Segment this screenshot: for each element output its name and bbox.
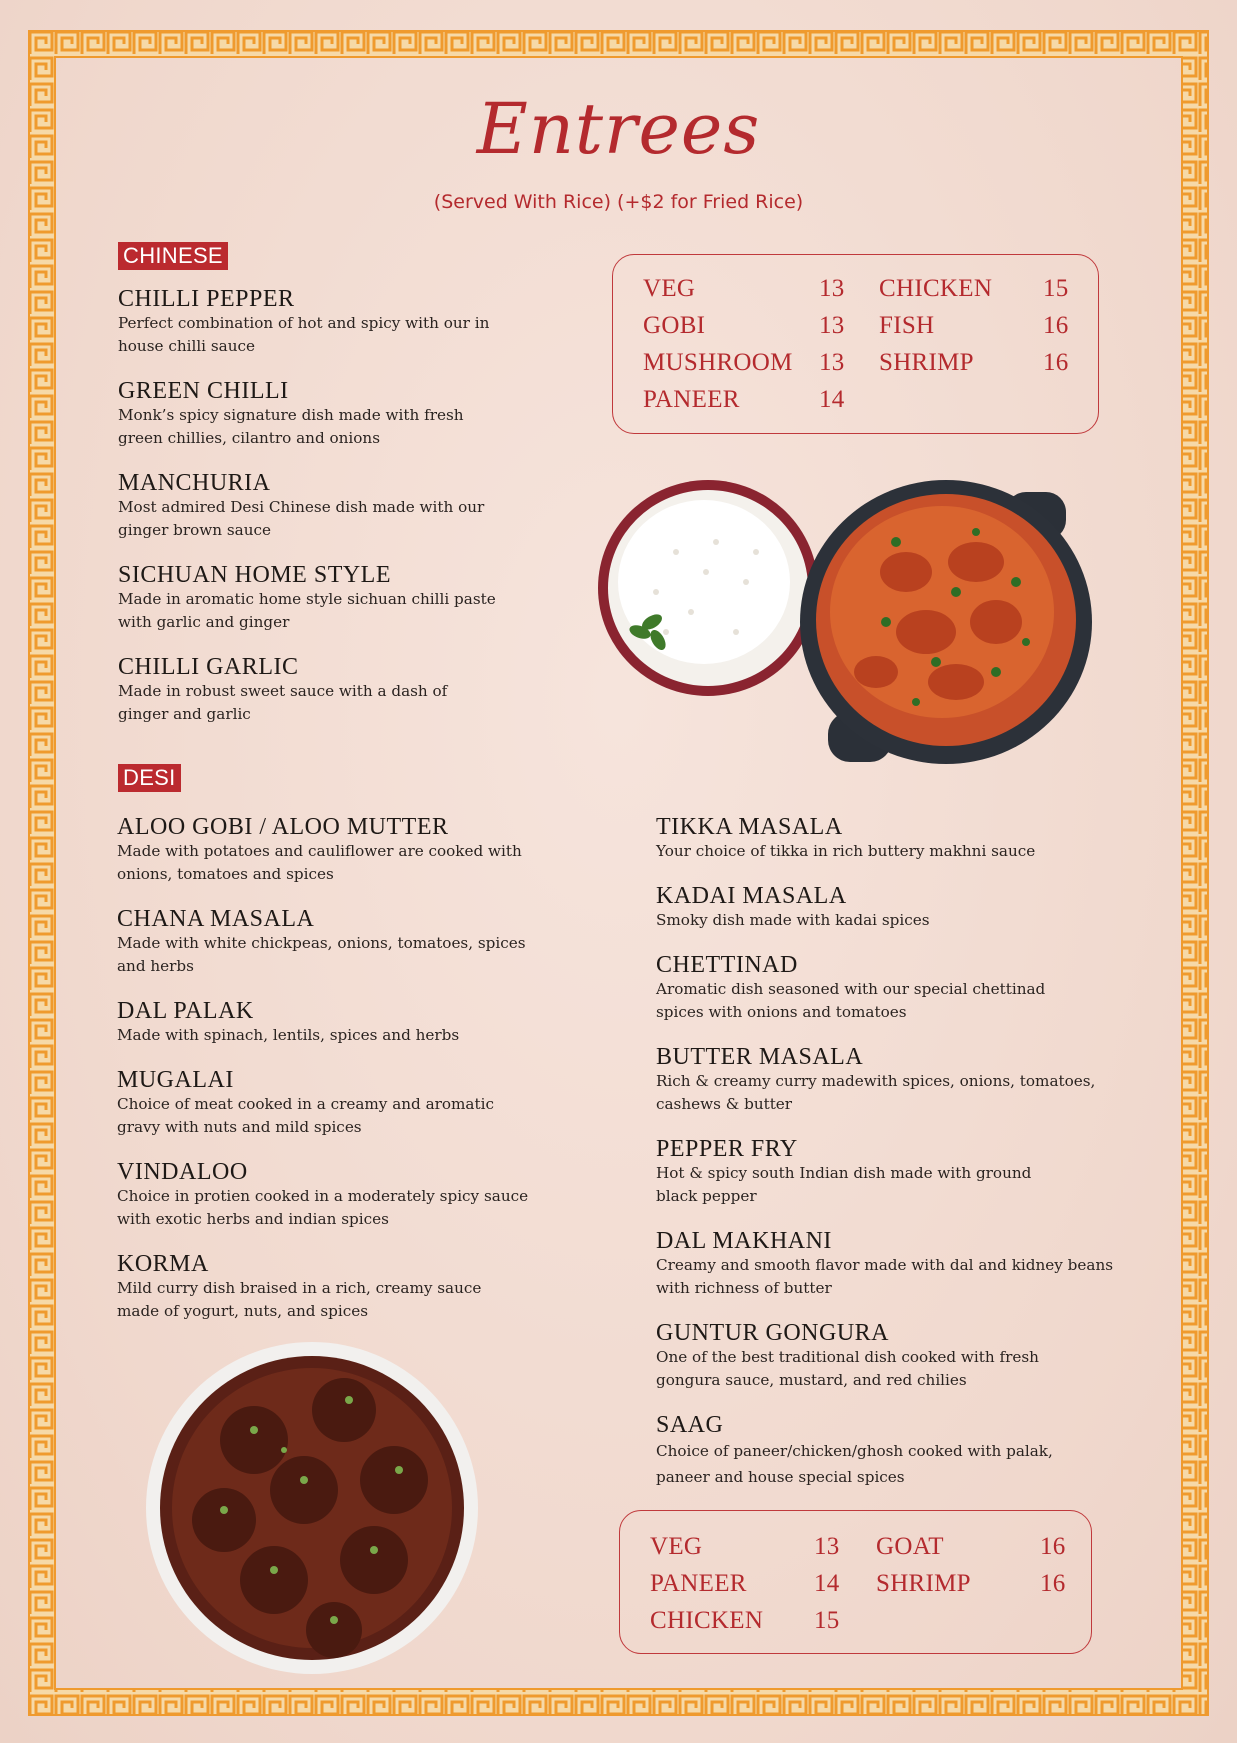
menu-item xyxy=(656,883,1116,932)
price-name: SHRIMP xyxy=(879,349,974,376)
item-desc: Made in robust sweet sauce with a dash of ginger and garlic xyxy=(118,682,448,723)
item-name: TIKKA MASALA xyxy=(656,814,843,840)
price-value: 13 xyxy=(819,312,845,339)
item-desc: Creamy and smooth flavor made with dal and kidney beans with richness of butter xyxy=(656,1256,1114,1297)
price-value: 14 xyxy=(819,386,845,413)
item-desc: Aromatic dish seasoned with our special chettinad spices with onions and tomatoes xyxy=(656,980,1046,1021)
price-row xyxy=(879,275,1069,303)
menu-item xyxy=(117,1251,557,1323)
section-tag-desi: DESI xyxy=(118,764,181,792)
item-desc: One of the best traditional dish cooked with fresh gongura sauce, mustard, and red chilies xyxy=(656,1348,1039,1389)
price-row xyxy=(643,275,845,303)
price-value: 15 xyxy=(814,1607,840,1634)
price-name: GOBI xyxy=(643,312,706,339)
menu-item xyxy=(117,1067,557,1139)
item-name: GREEN CHILLI xyxy=(118,378,289,404)
section-tag-chinese: CHINESE xyxy=(118,242,228,270)
price-name: CHICKEN xyxy=(650,1607,764,1634)
item-desc: Made with white chickpeas, onions, tomatoes, spices and herbs xyxy=(117,934,526,975)
price-row xyxy=(876,1570,1066,1598)
price-row xyxy=(650,1607,840,1635)
price-value: 13 xyxy=(814,1533,840,1560)
item-desc: Mild curry dish braised in a rich, creamy sauce made of yogurt, nuts, and spices xyxy=(117,1279,482,1320)
item-desc: Perfect combination of hot and spicy with our in house chilli sauce xyxy=(118,314,490,355)
price-row xyxy=(643,349,845,377)
menu-item xyxy=(118,286,548,358)
item-name: VINDALOO xyxy=(117,1159,248,1185)
page-subtitle: (Served With Rice) (+$2 for Fried Rice) xyxy=(433,191,804,213)
price-name: SHRIMP xyxy=(876,1570,971,1597)
rice-and-curry-image xyxy=(596,472,1096,782)
price-name: CHICKEN xyxy=(879,275,993,302)
price-name: PANEER xyxy=(650,1570,747,1597)
price-value: 16 xyxy=(1043,349,1069,376)
item-name: CHETTINAD xyxy=(656,952,798,978)
price-box-desi xyxy=(619,1510,1092,1654)
item-desc: Monk’s spicy signature dish made with fresh green chillies, cilantro and onions xyxy=(118,406,464,447)
item-desc: Made with potatoes and cauliflower are cooked with onions, tomatoes and spices xyxy=(117,842,522,883)
price-value: 13 xyxy=(819,275,845,302)
item-name: DAL PALAK xyxy=(117,998,254,1024)
menu-item xyxy=(656,814,1116,863)
price-name: GOAT xyxy=(876,1533,944,1560)
item-name: GUNTUR GONGURA xyxy=(656,1320,889,1346)
price-name: VEG xyxy=(643,275,696,302)
menu-item xyxy=(118,378,548,450)
menu-item xyxy=(656,1136,1116,1208)
item-name: MANCHURIA xyxy=(118,470,271,496)
menu-item xyxy=(118,654,548,726)
manchurian-bowl-icon xyxy=(144,1340,480,1676)
price-name: PANEER xyxy=(643,386,740,413)
menu-item xyxy=(656,1412,1116,1490)
price-name: FISH xyxy=(879,312,935,339)
item-name: MUGALAI xyxy=(117,1067,234,1093)
price-value: 16 xyxy=(1040,1533,1066,1560)
item-desc: Smoky dish made with kadai spices xyxy=(656,911,930,929)
price-name: MUSHROOM xyxy=(643,349,793,376)
menu-item xyxy=(117,814,557,886)
menu-item xyxy=(118,562,548,634)
price-value: 13 xyxy=(819,349,845,376)
price-value: 16 xyxy=(1043,312,1069,339)
item-desc: Choice in protien cooked in a moderately spicy sauce with exotic herbs and indian spices xyxy=(117,1187,529,1228)
item-name: KORMA xyxy=(117,1251,209,1277)
item-desc: Choice of paneer/chicken/ghosh cooked with palak, paneer and house special spices xyxy=(656,1442,1053,1486)
item-name: DAL MAKHANI xyxy=(656,1228,832,1254)
price-row xyxy=(879,312,1069,340)
menu-item xyxy=(656,1228,1116,1300)
item-name: KADAI MASALA xyxy=(656,883,847,909)
price-row xyxy=(643,386,845,414)
price-value: 15 xyxy=(1043,275,1069,302)
menu-item xyxy=(656,1044,1116,1116)
item-name: SAAG xyxy=(656,1412,724,1438)
menu-item xyxy=(117,906,557,978)
item-desc: Your choice of tikka in rich buttery makhni sauce xyxy=(656,842,1036,860)
price-row xyxy=(643,312,845,340)
price-name: VEG xyxy=(650,1533,703,1560)
menu-item xyxy=(117,998,557,1047)
item-name: BUTTER MASALA xyxy=(656,1044,864,1070)
item-name: CHILLI GARLIC xyxy=(118,654,299,680)
item-desc: Most admired Desi Chinese dish made with our ginger brown sauce xyxy=(118,498,485,539)
price-value: 14 xyxy=(814,1570,840,1597)
item-name: SICHUAN HOME STYLE xyxy=(118,562,391,588)
price-row xyxy=(650,1570,840,1598)
price-row xyxy=(879,349,1069,377)
item-desc: Made with spinach, lentils, spices and herbs xyxy=(117,1026,460,1044)
item-name: CHILLI PEPPER xyxy=(118,286,295,312)
rice-bowl-icon xyxy=(598,480,818,696)
page-title: Entrees xyxy=(476,88,761,170)
item-desc: Choice of meat cooked in a creamy and aromatic gravy with nuts and mild spices xyxy=(117,1095,494,1136)
menu-item xyxy=(656,1320,1116,1392)
curry-pan-icon xyxy=(800,480,1092,764)
item-name: ALOO GOBI / ALOO MUTTER xyxy=(117,814,449,840)
item-desc: Hot & spicy south Indian dish made with ground black pepper xyxy=(656,1164,1032,1205)
price-row xyxy=(876,1533,1066,1561)
item-desc: Rich & creamy curry madewith spices, onions, tomatoes, cashews & butter xyxy=(656,1072,1096,1113)
price-box-chinese xyxy=(612,254,1099,434)
menu-item xyxy=(656,952,1116,1024)
item-name: PEPPER FRY xyxy=(656,1136,798,1162)
menu-item xyxy=(117,1159,557,1231)
price-value: 16 xyxy=(1040,1570,1066,1597)
price-row xyxy=(650,1533,840,1561)
item-desc: Made in aromatic home style sichuan chilli paste with garlic and ginger xyxy=(118,590,496,631)
menu-item xyxy=(118,470,548,542)
item-name: CHANA MASALA xyxy=(117,906,315,932)
